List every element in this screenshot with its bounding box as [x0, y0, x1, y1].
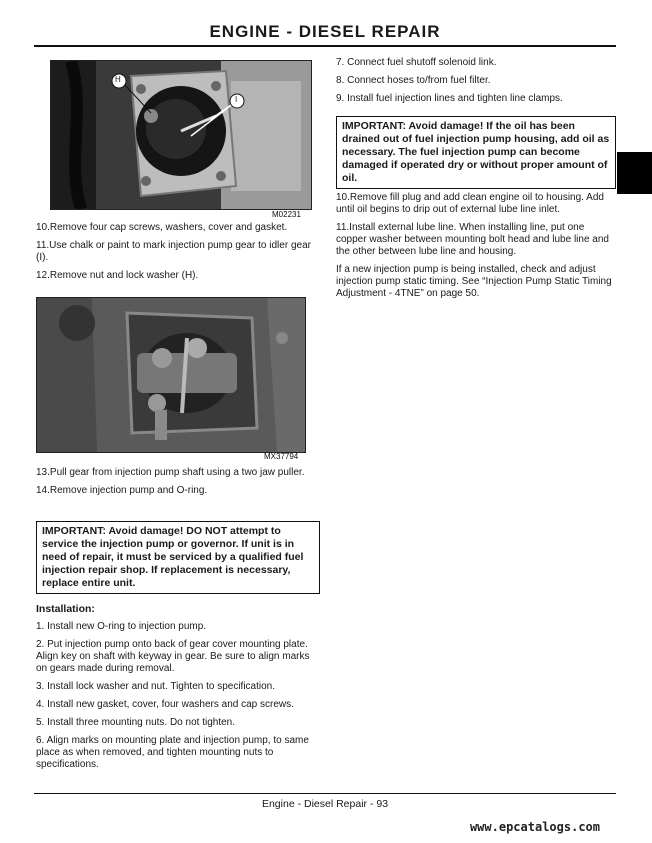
engine-photo-pump-gear — [37, 298, 305, 452]
page-title: ENGINE - DIESEL REPAIR — [209, 22, 441, 41]
step-text: 6. Align marks on mounting plate and injection pump, to same place as when removed, and tighten mounting nuts to specifications. — [36, 735, 309, 770]
step-text: 9. Install fuel injection lines and tighten line clamps. — [336, 93, 563, 104]
left-steps-b — [36, 467, 316, 503]
photo-top — [50, 60, 312, 210]
step-text: 14.Remove injection pump and O-ring. — [36, 485, 208, 496]
right-steps-a — [336, 57, 616, 111]
step-text: 8. Connect hoses to/from fuel filter. — [336, 75, 491, 86]
watermark-url: www.epcatalogs.com — [469, 820, 600, 834]
step-text: 3. Install lock washer and nut. Tighten to specification. — [36, 681, 276, 692]
callout-label-h: H — [115, 75, 121, 84]
step-text: 4. Install new gasket, cover, four washers and cap screws. — [36, 699, 294, 710]
header-rule — [34, 45, 616, 47]
page-footer: Engine - Diesel Repair - 93 — [261, 798, 389, 810]
step-text: 2. Put injection pump onto back of gear cover mounting plate. Align key on shaft with keyway in gear. Be sure to align marks on gears made during removal. — [36, 639, 310, 674]
step-text: 5. Install three mounting nuts. Do not tighten. — [36, 717, 236, 728]
installation-section — [36, 603, 316, 777]
callout-label-i: I — [235, 95, 238, 104]
step-text: 11.Use chalk or paint to mark injection pump gear to idler gear (I). — [36, 240, 311, 263]
footer-rule — [34, 793, 616, 794]
important-notice-left: IMPORTANT: Avoid damage! DO NOT attempt to service the injection pump or governor. If unit is in need of repair, it must be serviced by a qualified fuel injection repair shop. If replacement is necessary, replace entire unit. — [36, 521, 320, 594]
figure-id-top: M02231 — [272, 210, 301, 219]
section-tab — [617, 152, 652, 194]
left-steps-a — [36, 222, 316, 288]
step-text: 10.Remove fill plug and add clean engine oil to housing. Add until oil begins to drip out of external lube line inlet. — [336, 192, 604, 215]
installation-heading: Installation: — [36, 603, 95, 615]
engine-photo-pump-cover — [51, 61, 311, 209]
step-text: 7. Connect fuel shutoff solenoid link. — [336, 57, 497, 68]
step-text: 1. Install new O-ring to injection pump. — [36, 621, 207, 632]
step-text: 10.Remove four cap screws, washers, cover and gasket. — [36, 222, 288, 233]
timing-note: If a new injection pump is being installed, check and adjust injection pump static timing. See “Injection Pump Static Timing Adjustment - 4TNE” on page 50. — [336, 264, 612, 299]
step-text: 11.Install external lube line. When installing line, put one copper washer between mounting bolt head and lube line and the other between lube line and housing. — [336, 222, 609, 257]
important-notice-right: IMPORTANT: Avoid damage! If the oil has been drained out of fuel injection pump housing, add oil as necessary. The fuel injection pump can become damaged if operated dry or without proper amount of oil. — [336, 116, 616, 189]
photo-middle — [36, 297, 306, 453]
step-text: 13.Pull gear from injection pump shaft using a two jaw puller. — [36, 467, 305, 478]
step-text: 12.Remove nut and lock washer (H). — [36, 270, 199, 281]
figure-id-middle: MX37794 — [264, 452, 299, 461]
right-steps-b — [336, 192, 616, 306]
